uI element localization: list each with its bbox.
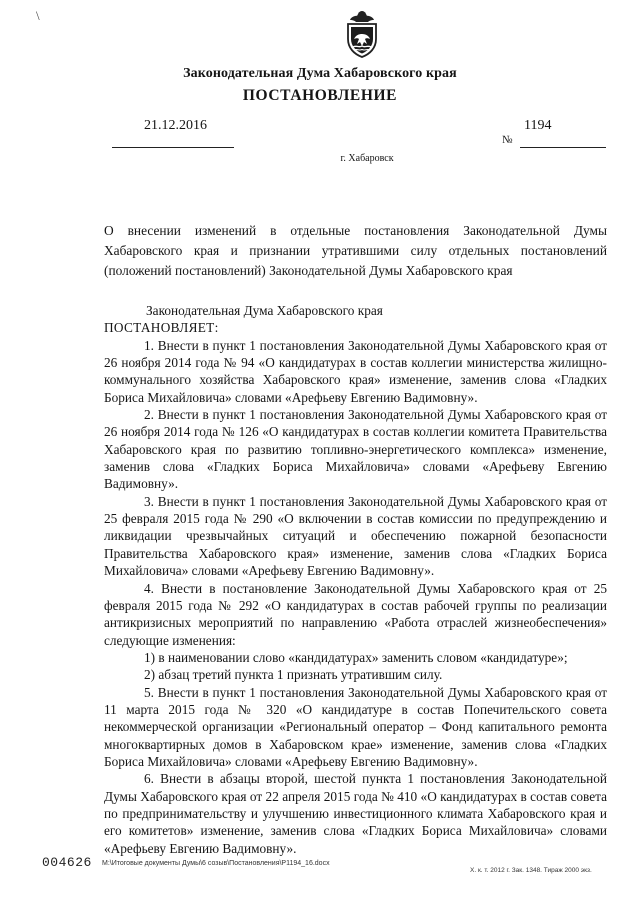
subitem-4-1: 1) в наименовании слово «кандидатурах» заменить словом «кандидатуре»;: [144, 649, 568, 665]
footer-print-info: Х. к. т. 2012 г. Зак. 1348. Тираж 2000 экз.: [470, 867, 592, 874]
city: г. Хабаровск: [340, 153, 394, 164]
subitem-4-2: 2) абзац третий пункта 1 признать утратившим силу.: [144, 667, 443, 683]
paragraph-item-3: 3. Внести в пункт 1 постановления Законодательной Думы Хабаровского края от 25 февраля 2015 года № 290 «О включении в состав комиссии по предупреждению и ликвидации чрезвычайных ситуаций и обеспечению пожарной безопасности Правительства Хабаровского края» изменение, заменив слова «Гладких Бориса Михайловича» словами «Арефьеву Евгению Вадимовну».: [104, 493, 607, 579]
subject-line: Хабаровского края и признании утратившими силу отдельных постановлений: [104, 243, 607, 258]
footer-doc-number: 004626: [42, 855, 92, 870]
document-subject: [104, 221, 607, 281]
paragraph-item-2: 2. Внести в пункт 1 постановления Законодательной Думы Хабаровского края от 26 ноября 2014 года № 126 «О кандидатурах в состав коллегии комитета Правительства Хабаровского края по развитию топливно-энергетического комплекса» изменение, заменив слова «Гладких Бориса Михайловича» словами «Арефьеву Евгению Вадимовну».: [104, 407, 607, 492]
coat-of-arms-icon: [341, 8, 383, 60]
number-underline: [520, 147, 606, 148]
paragraph-item-6: 6. Внести в абзацы второй, шестой пункта 1 постановления Законодательной Думы Хабаровского края от 22 апреля 2015 года № 410 «О кандидатурах в состав совета по предпринимательству и улучшению инвестиционного климата Хабаровского края и его комитетов» изменение, заменив слова «Гладких Бориса Михайловича» словами «Арефьеву Евгению Вадимовну».: [104, 771, 607, 856]
paragraph-item-5: 5. Внести в пункт 1 постановления Законодательной Думы Хабаровского края от 11 марта 2015 года № 320 «О кандидатуре в состав Попечительского совета некоммерческой организации «Региональный оператор – Фонд капитального ремонта многоквартирных домов в Хабаровском крае» изменение, заменив слова «Гладких Бориса Михайловича» словами «Арефьеву Евгению Вадимовну».: [104, 684, 607, 769]
document-body: [104, 302, 607, 857]
document-type: ПОСТАНОВЛЕНИЕ: [242, 87, 398, 104]
resolve-line: ПОСТАНОВЛЯЕТ:: [104, 320, 219, 336]
document-date: 21.12.2016: [144, 118, 207, 133]
organization-name: Законодательная Дума Хабаровского края: [183, 66, 457, 81]
date-underline: [112, 147, 234, 148]
paragraph-item-1: 1. Внести в пункт 1 постановления Законодательной Думы Хабаровского края от 26 ноября 2014 года № 94 «О кандидатурах в состав коллегии министерства жилищно-коммунального хозяйства Хабаровского края» изменение, заменив слова «Гладких Бориса Михайловича» словами «Арефьеву Евгению Вадимовну».: [104, 337, 607, 405]
paragraph-item-4: 4. Внести в постановление Законодательной Думы Хабаровского края от 25 февраля 2015 года № 292 «О кандидатурах в состав рабочей группы по реализации антикризисных мероприятий по направлению «Работа отраслей жизнеобеспечения» следующие изменения:: [104, 580, 607, 648]
document-number: 1194: [524, 118, 552, 133]
subject-line: (положений постановлений) Законодательной Думы Хабаровского края: [104, 263, 513, 278]
intro-line: Законодательная Дума Хабаровского края: [146, 303, 383, 318]
number-sign: №: [502, 134, 513, 146]
corner-mark: \: [36, 8, 40, 23]
footer-file-path: M:\Итоговые документы Думы\6 созыв\Постановления\P1194_16.docx: [102, 860, 330, 867]
subject-line: О внесении изменений в отдельные постановления Законодательной Думы: [104, 223, 607, 238]
